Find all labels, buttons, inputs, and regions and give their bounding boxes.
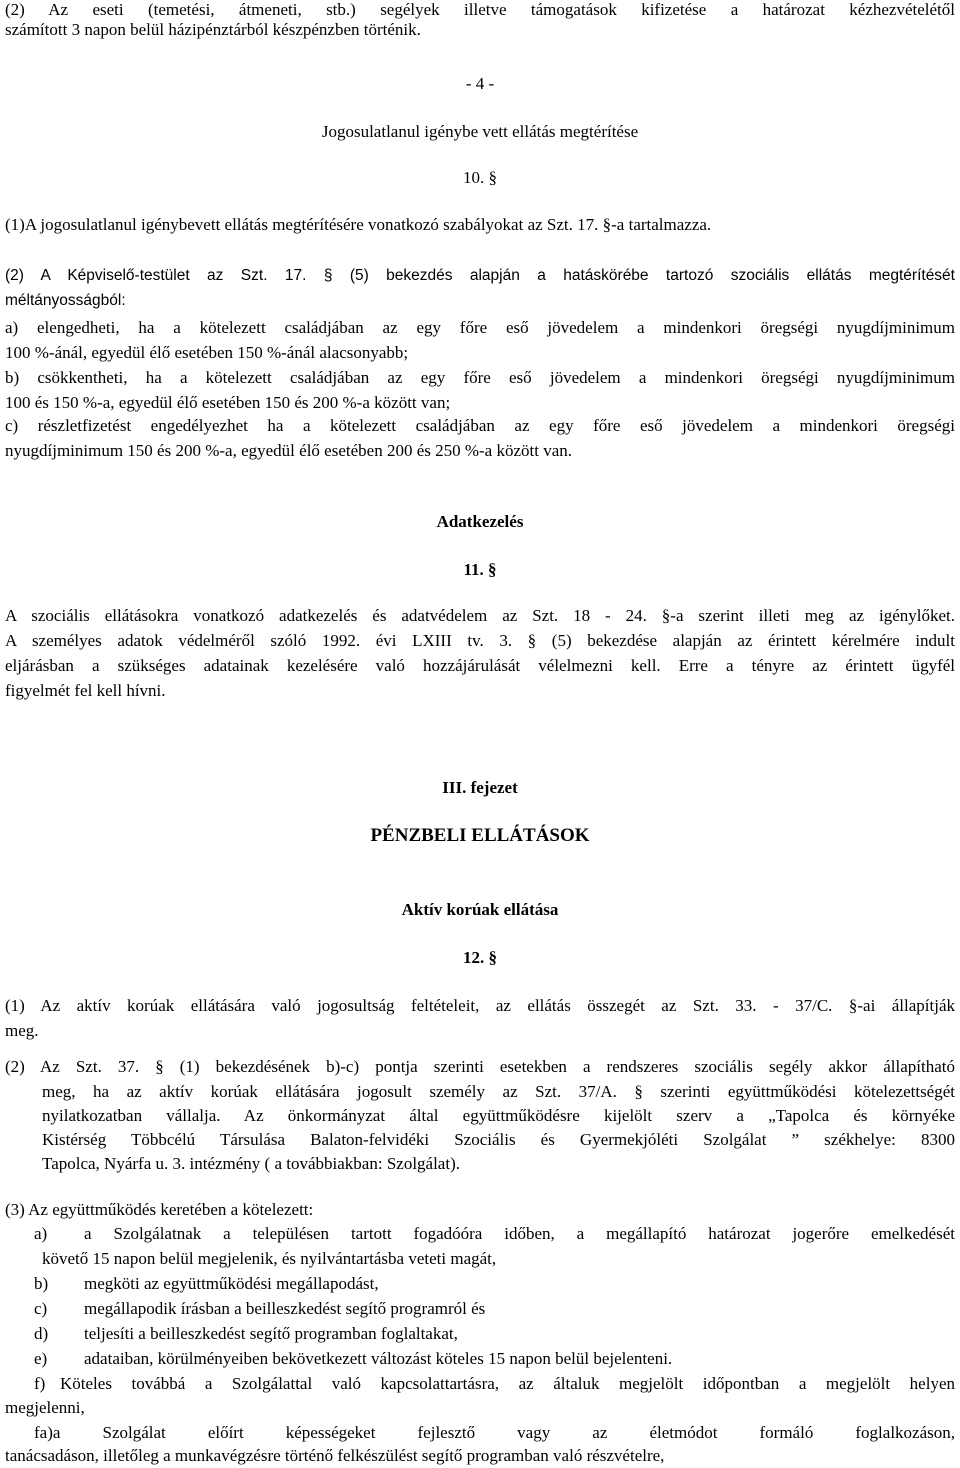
paragraph-line: (2) Az Szt. 37. § (1) bekezdésének b)-c) pontja szerinti esetekben a rendszeres szociális segély akkor állapítható: [5, 1057, 955, 1076]
paragraph-line: A személyes adatok védelméről szóló 1992. évi LXIII tv. 3. § (5) bekezdése alapján az érintett kérelmére indult: [5, 631, 955, 650]
page-number: - 4 -: [465, 74, 495, 93]
list-item-b: megköti az együttműködési megállapodást,: [84, 1274, 379, 1293]
section-heading-megterites: Jogosulatlanul igénybe vett ellátás megtérítése: [321, 122, 639, 141]
list-item-d: teljesíti a beilleszkedést segítő programban foglaltakat,: [84, 1324, 458, 1343]
list-item-e: adataiban, körülményeiben bekövetkezett változást köteles 15 napon belül bejelenteni.: [84, 1349, 673, 1368]
paragraph-line: A szociális ellátásokra vonatkozó adatkezelés és adatvédelem az Szt. 18 - 24. §-a szerint illeti meg az igénylőket.: [5, 606, 955, 625]
paragraph-line: (2) A Képviselő-testület az Szt. 17. § (5) bekezdés alapján a hatáskörébe tartozó szociális ellátás megtérítését: [5, 267, 955, 284]
paragraph-line: figyelmét fel kell hívni.: [5, 681, 166, 700]
list-item-c: megállapodik írásban a beilleszkedést segítő programról és: [84, 1299, 486, 1318]
chapter-heading: III. fejezet: [442, 778, 518, 797]
paragraph-line: meg, ha az aktív korúak ellátására jogosult személy az Szt. 37/A. § szerinti együttműködési kötelezettségét: [42, 1082, 955, 1101]
list-item-fa: fa)a Szolgálat előírt képességeket fejlesztő vagy az életmódot formáló foglalkozáson,: [34, 1423, 955, 1442]
paragraph-line: Tapolca, Nyárfa u. 3. intézmény ( a továbbiakban: Szolgálat).: [42, 1154, 460, 1173]
list-marker-f: f): [34, 1374, 46, 1393]
list-item-f-cont: megjelenni,: [5, 1398, 85, 1417]
paragraph-line: a) elengedheti, ha a kötelezett családjában az egy főre eső jövedelem a mindenkori öregségi nyugdíjminimum: [5, 318, 955, 337]
section-number-11: 11. §: [463, 560, 497, 579]
paragraph-line: meg.: [5, 1021, 39, 1040]
list-marker-e: e): [34, 1349, 48, 1368]
paragraph-line: nyugdíjminimum 150 és 200 %-a, egyedül élő esetében 200 és 250 %-a között van.: [5, 441, 573, 460]
paragraph-line: nyilatkozatban vállalja. Az önkormányzat által együttműködésre kijelölt szerv a „Tapolca és környéke: [42, 1106, 955, 1125]
list-item-a-cont: követő 15 napon belül megjelenik, és nyilvántartásba veteti magát,: [42, 1249, 497, 1268]
paragraph-line: 100 %-ánál, egyedül élő esetében 150 %-ánál alacsonyabb;: [5, 343, 409, 362]
paragraph-line: méltányosságból:: [5, 292, 126, 309]
paragraph-line: számított 3 napon belül házipénztárból készpénzben történik.: [5, 20, 421, 39]
chapter-title: PÉNZBELI ELLÁTÁSOK: [370, 825, 590, 846]
list-marker-c: c): [34, 1299, 48, 1318]
section-number-12: 12. §: [463, 948, 497, 967]
paragraph-line: b) csökkentheti, ha a kötelezett családjában az egy főre eső jövedelem a mindenkori öregségi nyugdíjminimum: [5, 368, 955, 387]
paragraph-line: (3) Az együttműködés keretében a kötelezett:: [5, 1200, 314, 1219]
paragraph-line: (1) Az aktív korúak ellátására való jogosultság feltételeit, az ellátás összegét az Szt. 33. - 37/C. §-ai állapítják: [5, 996, 955, 1015]
paragraph-line: eljárásban a szükséges adatainak kezelésére való hozzájárulását vélelmezni kell. Erre a tényre az érintett ügyfél: [5, 656, 955, 675]
paragraph-line: Kistérség Többcélú Társulása Balaton-felvidéki Szociális és Gyermekjóléti Szolgálat ” székhelye: 8300: [42, 1130, 955, 1149]
list-marker-b: b): [34, 1274, 49, 1293]
section-heading-adatkezeles: Adatkezelés: [436, 512, 524, 531]
paragraph-line: (1)A jogosulatlanul igénybevett ellátás megtérítésére vonatkozó szabályokat az Szt. 17. §-a tartalmazza.: [5, 215, 712, 234]
list-marker-d: d): [34, 1324, 49, 1343]
section-heading-aktiv: Aktív korúak ellátása: [401, 900, 559, 919]
list-marker-a: a): [34, 1224, 48, 1243]
list-item-a: a Szolgálatnak a településen tartott fogadóóra időben, a megállapító határozat jogerőre emelkedését: [84, 1224, 955, 1243]
list-item-fa-cont: tanácsadáson, illetőleg a munkavégzésre történő felkészülést segítő programban való részvételre,: [5, 1446, 665, 1465]
paragraph-line: c) részletfizetést engedélyezhet ha a kötelezett családjában az egy főre eső jövedelem a mindenkori öregségi: [5, 416, 955, 435]
list-item-f: Köteles továbbá a Szolgálattal való kapcsolattartásra, az általuk megjelölt időpontban a megjelölt helyen: [60, 1374, 955, 1393]
section-number-10: 10. §: [463, 168, 497, 187]
paragraph-line: (2) Az eseti (temetési, átmeneti, stb.) segélyek illetve támogatások kifizetése a határozat kézhezvételétől: [5, 0, 955, 19]
paragraph-line: 100 és 150 %-a, egyedül élő esetében 150 és 200 %-a között van;: [5, 393, 451, 412]
